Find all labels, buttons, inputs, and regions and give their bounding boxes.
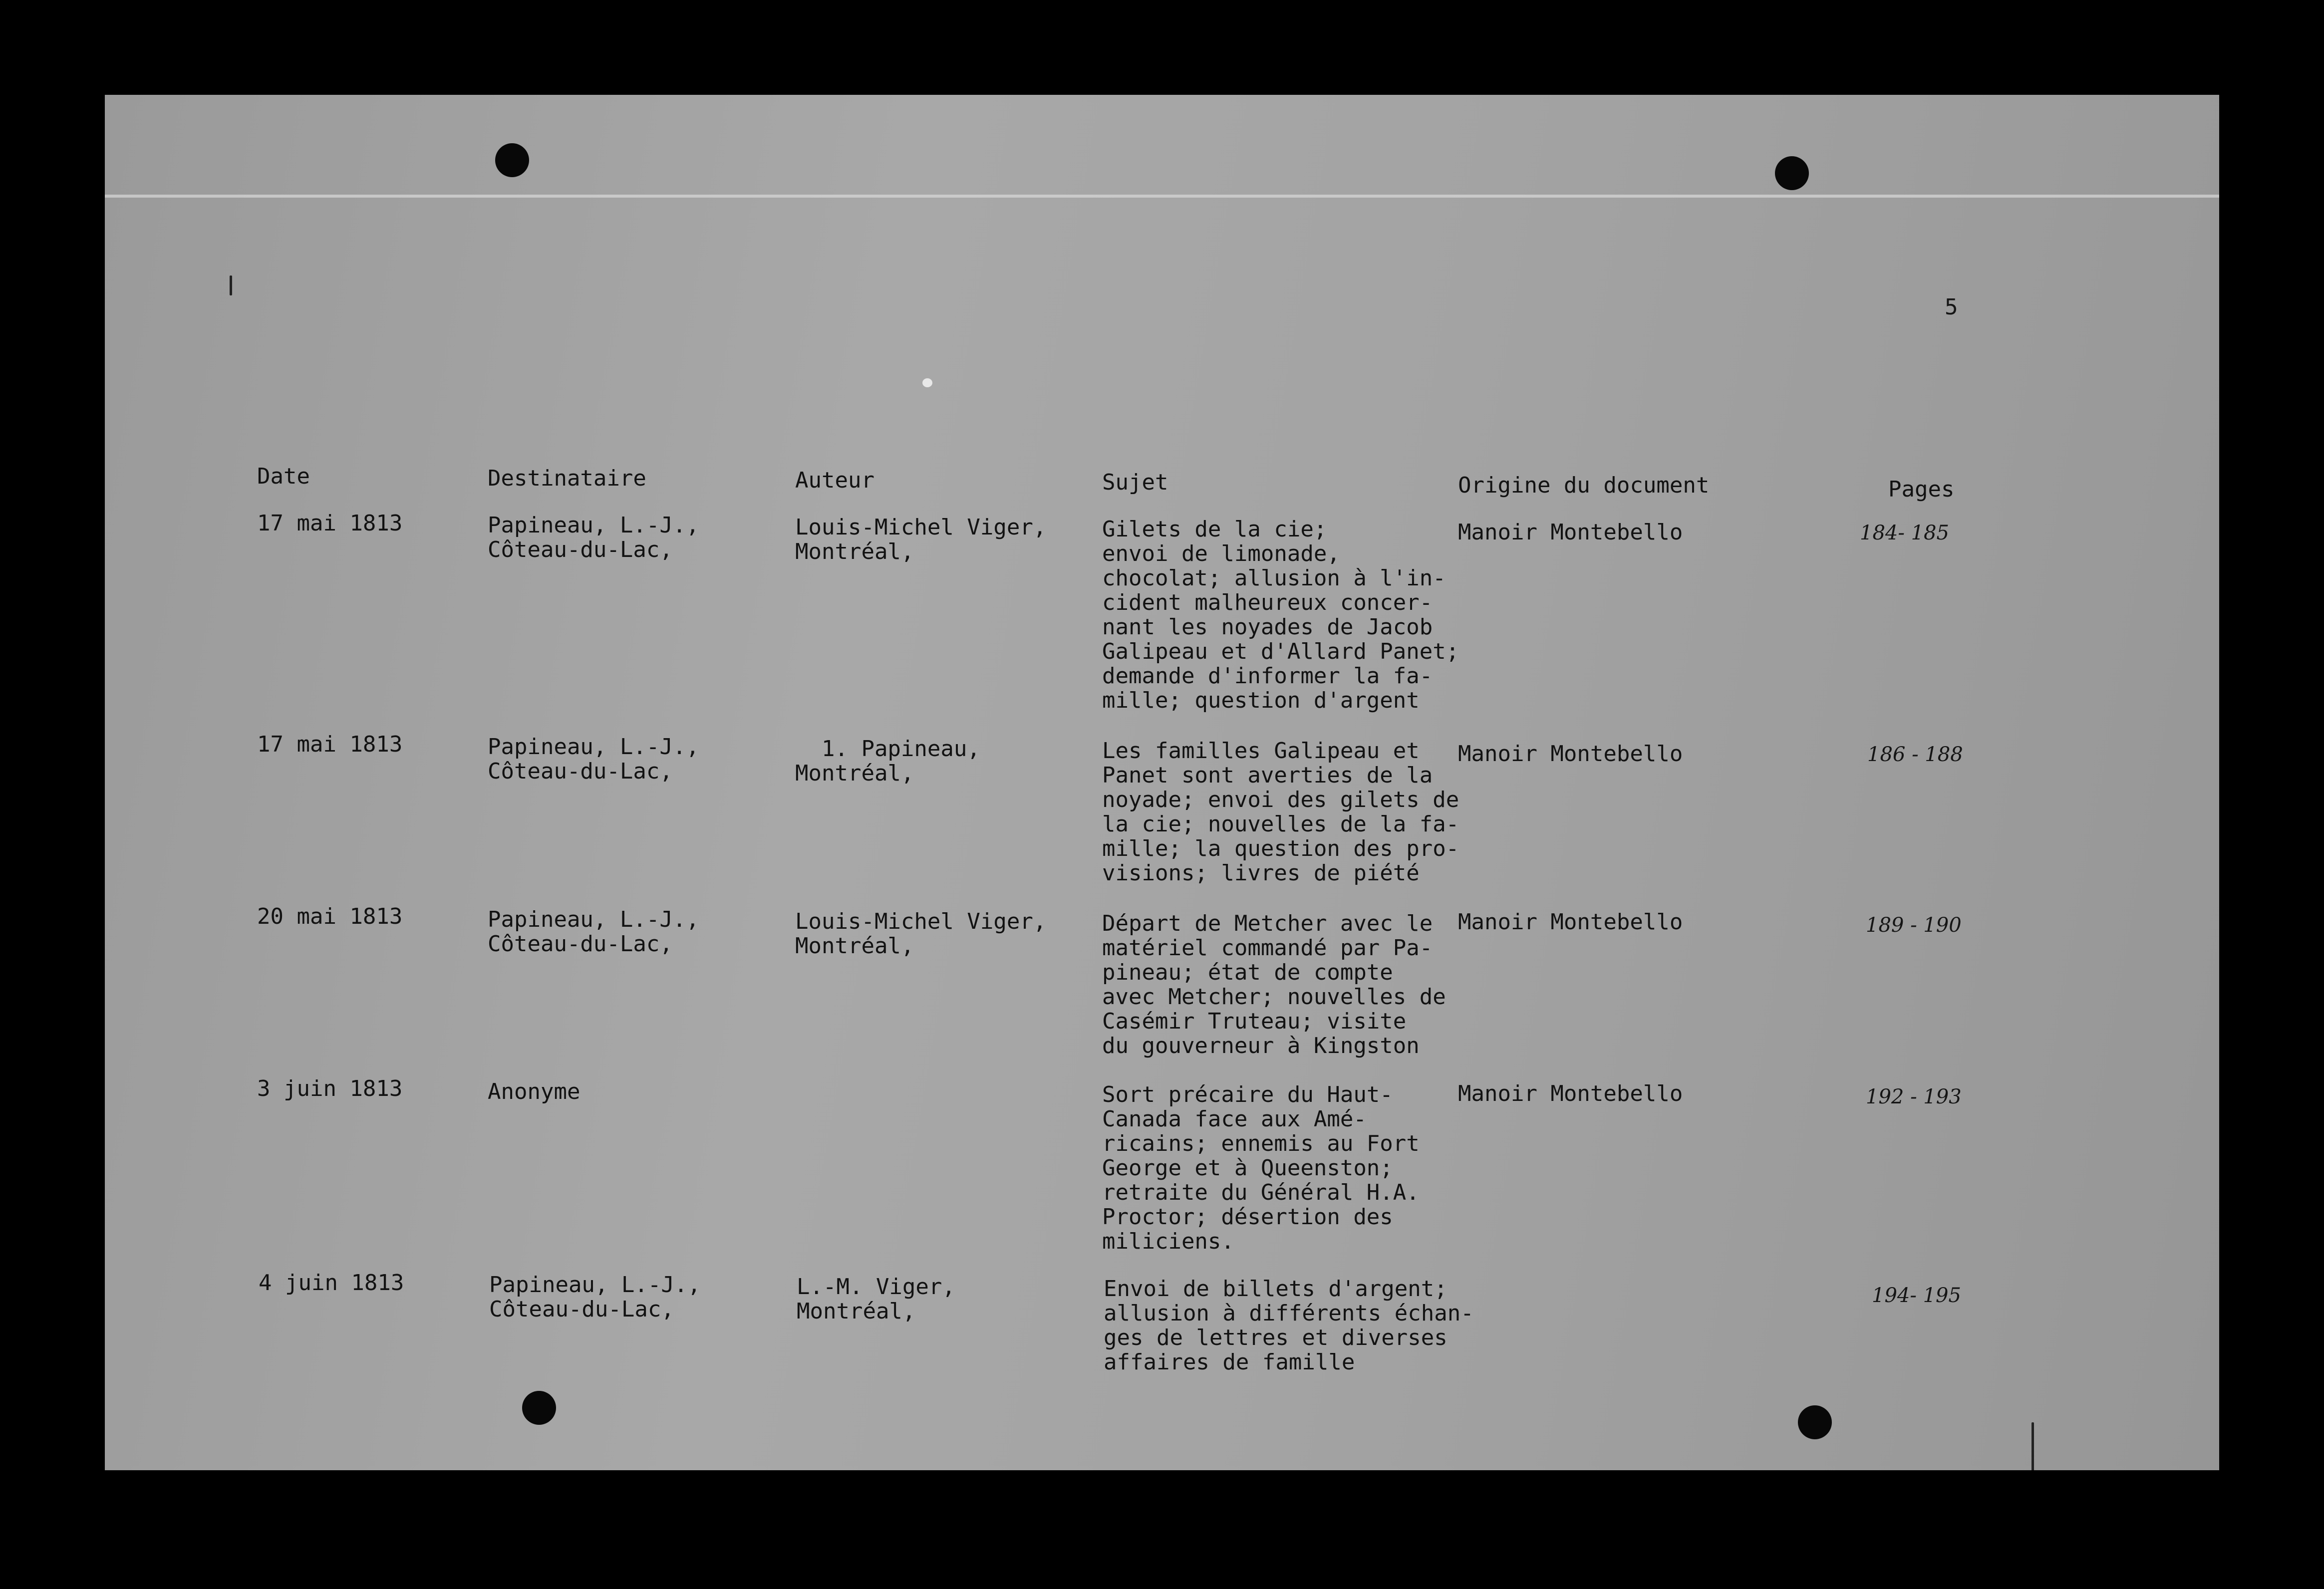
header-auteur: Auteur bbox=[795, 468, 874, 493]
row-pages: 189 - 190 bbox=[1866, 914, 1962, 937]
dust-speck bbox=[922, 378, 932, 387]
row-pages: 184- 185 bbox=[1860, 522, 1949, 544]
row-auteur: 1. Papineau, Montréal, bbox=[795, 736, 980, 786]
header-date: Date bbox=[257, 464, 310, 489]
row-origine: Manoir Montebello bbox=[1458, 741, 1683, 767]
header-origine: Origine du document bbox=[1458, 473, 1710, 498]
dust-speck bbox=[230, 275, 232, 295]
row-auteur: Louis-Michel Viger, Montréal, bbox=[795, 909, 1047, 959]
row-sujet: Les familles Galipeau et Panet sont averties de la noyade; envoi des gilets de la cie; nouvelles de la fa- mille; la question des pro- visions; livres de piété bbox=[1102, 738, 1459, 886]
row-date: 17 mai 1813 bbox=[257, 732, 403, 757]
row-sujet: Départ de Metcher avec le matériel commandé par Pa- pineau; état de compte avec Metcher; nouvelles de Casémir Truteau; visite du gouverneur à Kingston bbox=[1102, 911, 1446, 1059]
row-date: 3 juin 1813 bbox=[257, 1076, 403, 1101]
row-origine: Manoir Montebello bbox=[1458, 1081, 1683, 1106]
row-sujet: Sort précaire du Haut- Canada face aux Amé- ricains; ennemis au Fort George et à Queenston; retraite du Général H.A. Proctor; désertion des miliciens. bbox=[1102, 1082, 1420, 1254]
row-date: 4 juin 1813 bbox=[259, 1270, 404, 1296]
row-pages: 194- 195 bbox=[1872, 1284, 1961, 1307]
dust-speck bbox=[2032, 1422, 2034, 1470]
row-auteur: Louis-Michel Viger, Montréal, bbox=[795, 515, 1047, 564]
fold-line bbox=[105, 195, 2219, 198]
punch-hole bbox=[1775, 156, 1809, 190]
row-date: 17 mai 1813 bbox=[257, 511, 403, 536]
punch-hole bbox=[495, 143, 529, 177]
header-destinataire: Destinataire bbox=[488, 466, 646, 491]
header-pages: Pages bbox=[1888, 477, 1955, 502]
punch-hole bbox=[1798, 1405, 1832, 1439]
punch-hole bbox=[522, 1391, 556, 1425]
row-destinataire: Papineau, L.-J., Côteau-du-Lac, bbox=[488, 513, 699, 562]
row-pages: 192 - 193 bbox=[1866, 1085, 1962, 1108]
row-destinataire: Papineau, L.-J., Côteau-du-Lac, bbox=[488, 907, 699, 957]
row-origine: Manoir Montebello bbox=[1458, 520, 1683, 545]
header-sujet: Sujet bbox=[1102, 470, 1168, 495]
row-destinataire: Papineau, L.-J., Côteau-du-Lac, bbox=[488, 734, 699, 784]
document-sheet bbox=[105, 95, 2219, 1470]
page-number: 5 bbox=[1945, 294, 1958, 320]
row-date: 20 mai 1813 bbox=[257, 904, 403, 929]
row-sujet: Gilets de la cie; envoi de limonade, chocolat; allusion à l'in- cident malheureux concer- nant les noyades de Jacob Galipeau et d'Allard Panet; demande d'informer la fa- mille; question d'argent bbox=[1102, 517, 1459, 713]
row-pages: 186 - 188 bbox=[1867, 743, 1963, 766]
row-destinataire: Anonyme bbox=[488, 1079, 581, 1104]
row-origine: Manoir Montebello bbox=[1458, 909, 1683, 935]
row-auteur: L.-M. Viger, Montréal, bbox=[797, 1274, 955, 1324]
row-sujet: Envoi de billets d'argent; allusion à différents échan- ges de lettres et diverses affaires de famille bbox=[1104, 1276, 1474, 1375]
row-destinataire: Papineau, L.-J., Côteau-du-Lac, bbox=[489, 1272, 701, 1322]
